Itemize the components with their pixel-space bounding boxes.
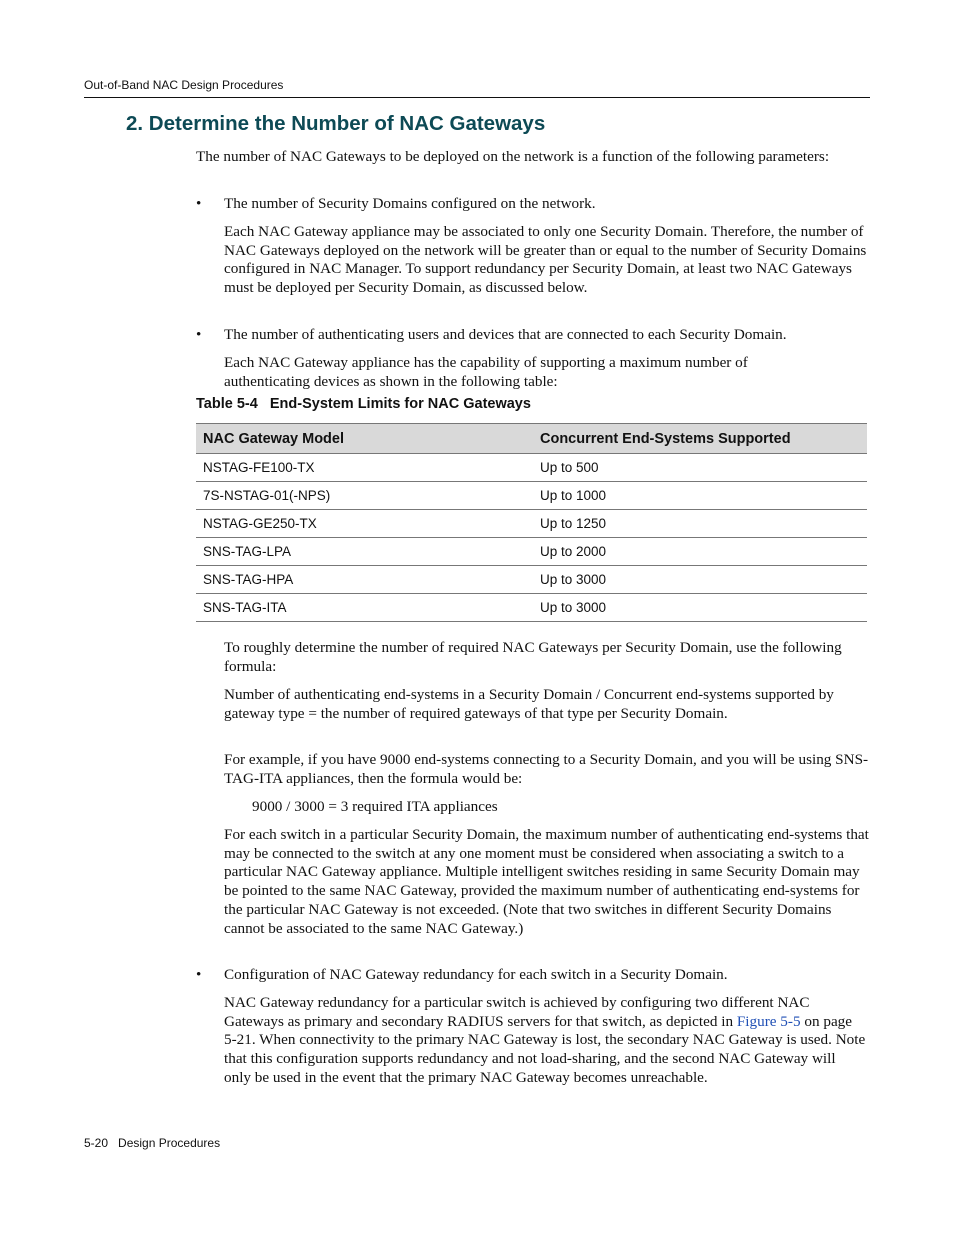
cell-model: SNS-TAG-ITA <box>196 594 533 622</box>
cell-supported: Up to 1000 <box>533 482 867 510</box>
table-row <box>196 454 867 482</box>
table-header-row <box>196 424 867 454</box>
footer-section-name: Design Procedures <box>118 1136 221 1150</box>
table-caption-number: Table 5-4 <box>196 396 258 412</box>
section-title: 2. Determine the Number of NAC Gateways <box>126 112 546 135</box>
cell-supported: Up to 3000 <box>533 566 867 594</box>
switch-consideration-paragraph: For each switch in a particular Security Domain, the maximum number of authenticating end-systems that may be connected to the switch at any one moment must be considered when associating a switch to a particular NAC Gateway appliance. Multiple intelligent switches residing in same Security Domain may be pointed to the same NAC Gateway, provided the maximum number of authenticating end-systems for the particular NAC Gateway is not exceeded. (Note that two switches in different Security Domains cannot be associated to the same NAC Gateway.) <box>224 826 869 937</box>
bullet-marker: • <box>196 195 202 212</box>
cell-supported: Up to 2000 <box>533 538 867 566</box>
figure-5-5-link[interactable]: Figure 5-5 <box>736 1012 801 1030</box>
bullet-text: The number of Security Domains configured on the network. <box>224 195 596 212</box>
running-header: Out-of-Band NAC Design Procedures <box>84 78 284 92</box>
cell-model: NSTAG-FE100-TX <box>196 454 533 482</box>
cell-model: SNS-TAG-HPA <box>196 566 533 594</box>
page-number: 5-20 <box>84 1136 109 1150</box>
table-caption-title: End-System Limits for NAC Gateways <box>269 396 531 412</box>
bullet-marker: • <box>196 326 202 343</box>
header-rule <box>84 97 870 98</box>
end-system-limits-table <box>196 423 867 622</box>
table-row <box>196 594 867 622</box>
redundancy-text-end: on page 5-21. When connectivity to the primary NAC Gateway is lost, the secondary NAC Gateway is used. Note that this configuration supports redundancy and not load-sharing, and the second NAC Gateway will only be used in the event that the primary NAC Gateway becomes unreachable. <box>224 1012 866 1086</box>
table-caption <box>196 396 531 412</box>
intro-paragraph: The number of NAC Gateways to be deployed on the network is a function of the following parameters: <box>196 148 830 165</box>
cell-supported: Up to 500 <box>533 454 867 482</box>
column-header-supported: Concurrent End-Systems Supported <box>533 424 867 454</box>
cell-supported: Up to 1250 <box>533 510 867 538</box>
example-paragraph: For example, if you have 9000 end-systems connecting to a Security Domain, and you will be using SNS-TAG-ITA appliances, then the formula would be: <box>224 751 869 787</box>
redundancy-text-start: NAC Gateway redundancy for a particular switch is achieved by configuring two different NAC Gateways as primary and secondary RADIUS servers for that switch, as depicted in <box>224 994 810 1030</box>
column-header-model: NAC Gateway Model <box>196 424 533 454</box>
bullet-detail-authenticating-users: Each NAC Gateway appliance has the capability of supporting a maximum number of authenticating devices as shown in the following table: <box>224 354 748 390</box>
bullet-detail-redundancy <box>224 994 866 1088</box>
table-row <box>196 482 867 510</box>
page-footer <box>84 1136 220 1150</box>
bullet-marker: • <box>196 966 202 983</box>
table-row <box>196 510 867 538</box>
cell-model: 7S-NSTAG-01(-NPS) <box>196 482 533 510</box>
cell-model: NSTAG-GE250-TX <box>196 510 533 538</box>
bullet-text: The number of authenticating users and devices that are connected to each Security Domain. <box>224 326 787 343</box>
formula-intro-paragraph: To roughly determine the number of required NAC Gateways per Security Domain, use the following formula: <box>224 639 842 675</box>
formula-example: 9000 / 3000 = 3 required ITA appliances <box>252 798 498 815</box>
cell-supported: Up to 3000 <box>533 594 867 622</box>
formula-description-paragraph: Number of authenticating end-systems in a Security Domain / Concurrent end-systems supported by gateway type = the number of required gateways of that type per Security Domain. <box>224 686 834 722</box>
cell-model: SNS-TAG-LPA <box>196 538 533 566</box>
table-row <box>196 566 867 594</box>
bullet-text: Configuration of NAC Gateway redundancy for each switch in a Security Domain. <box>224 966 728 983</box>
table-row <box>196 538 867 566</box>
bullet-detail-security-domains: Each NAC Gateway appliance may be associated to only one Security Domain. Therefore, the number of NAC Gateways deployed on the network will be greater than or equal to the number of Security Domains configured in NAC Manager. To support redundancy per Security Domain, at least two NAC Gateways must be deployed per Security Domain, as discussed below. <box>224 223 867 297</box>
